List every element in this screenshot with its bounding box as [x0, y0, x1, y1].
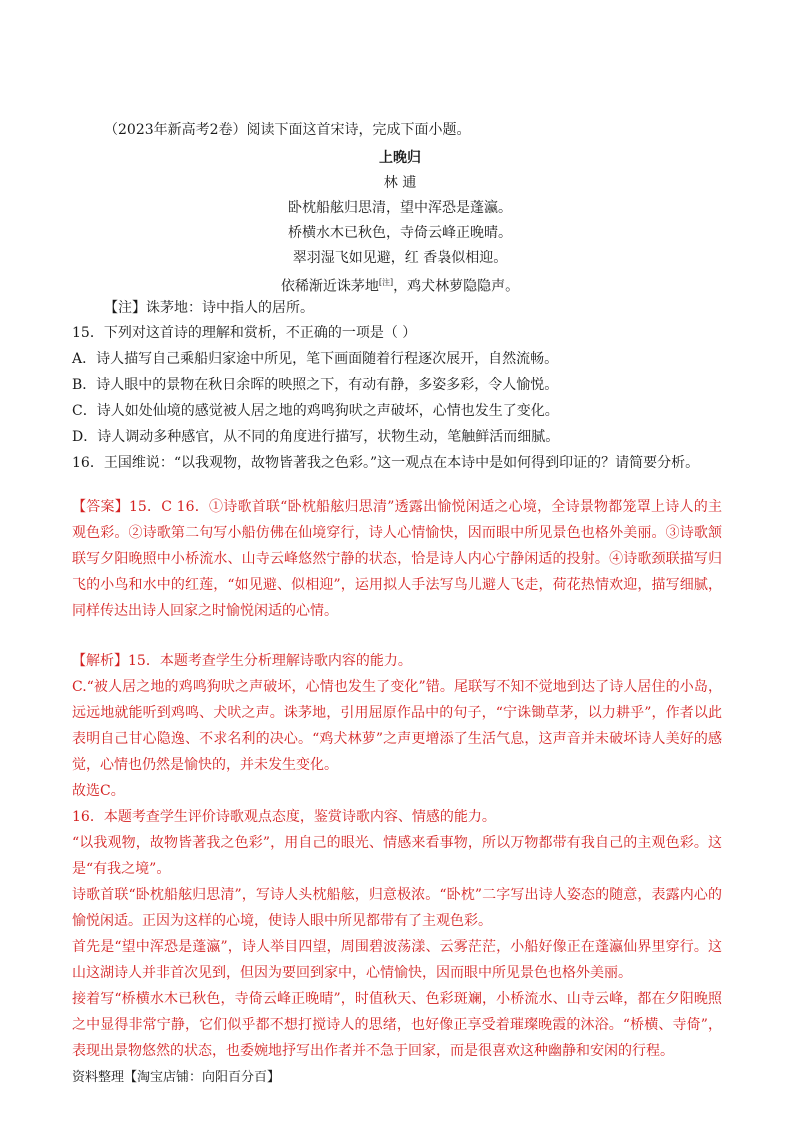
question-16: 16．王国维说：“以我观物，故物皆著我之色彩。”这一观点在本诗中是如何得到印证的？请简要分析。 [72, 455, 700, 471]
poem-note: 【注】诛茅地：诗中指人的居所。 [104, 300, 314, 316]
footer-source: 资料整理【淘宝店铺：向阳百分百】 [72, 1070, 281, 1085]
analysis-16-para-1: “以我观物，故物皆著我之色彩”，用自己的眼光、情感来看事物，所以万物都带有我自己的主观色彩。这是“有我之境”。 [72, 835, 722, 877]
option-d: D．诗人调动多种感官，从不同的角度进行描写，状物生动，笔触鲜活而细腻。 [72, 429, 560, 445]
poem-note-mark: [注] [378, 278, 394, 287]
analysis-15-body: C.“被人居之地的鸡鸣狗吠之声破坏，心情也发生了变化”错。尾联写不知不觉地到达了诗人居住的小岛，远远地就能听到鸡鸣、犬吠之声。诛茅地，引用屈原作品中的句子，“宁诛锄草茅，以力耕乎”，作者以此表明自己甘心隐逸、不求名利的决心。“鸡犬林萝”之声更增添了生活气息，这声音并未破坏诗人美好的感觉，心情也仍然是愉快的，并未发生变化。 [72, 679, 722, 773]
question-15: 15．下列对这首诗的理解和赏析，不正确的一项是（ ） [72, 325, 417, 341]
poem-author: 林 逋 [383, 175, 417, 191]
poem-line-2: 桥横水木已秋色，寺倚云峰正晚晴。 [288, 225, 512, 241]
poem-line-4-a: 依稀渐近诛茅地 [280, 278, 379, 295]
analysis-16-para-2: 诗歌首联“卧枕船舷归思清”，写诗人头枕船舷，归意极浓。“卧枕”二字写出诗人姿态的随意，表露内心的愉悦闲适。正因为这样的心境，使诗人眼中所见都带有了主观色彩。 [72, 887, 722, 929]
poem-line-4-b: ，鸡犬林萝隐隐声。 [393, 278, 520, 295]
analysis-15-choice: 故选C。 [72, 783, 125, 799]
poem-line-4 [0, 273, 800, 297]
option-a: A．诗人描写自己乘船归家途中所见，笔下画面随着行程逐次展开，自然流畅。 [72, 351, 559, 367]
analysis-header: 【解析】15．本题考查学生分析理解诗歌内容的能力。 [72, 653, 412, 669]
analysis-16-header: 16．本题考查学生评价诗歌观点态度，鉴赏诗歌内容、情感的能力。 [72, 809, 496, 825]
analysis-block [72, 648, 722, 1064]
poem-line-1: 卧枕船舷归思清，望中浑恐是蓬瀛。 [288, 200, 512, 216]
option-b: B．诗人眼中的景物在秋日余晖的映照之下，有动有静，多姿多彩，令人愉悦。 [72, 377, 559, 393]
answer-block: 【答案】15．C 16．①诗歌首联“卧枕船舷归思清”透露出愉悦闲适之心境，全诗景物都笼罩上诗人的主观色彩。②诗歌第二句写小船仿佛在仙境穿行，诗人心情愉快，因而眼中所见景色也格外美丽。③诗歌颔联写夕阳晚照中小桥流水、山寺云峰悠然宁静的状态，恰是诗人内心宁静闲适的投射。④诗歌颈联描写归飞的小鸟和水中的红莲，“如见避、似相迎”，运用拟人手法写鸟儿避人飞走，荷花热情欢迎，描写细腻，同样传达出诗人回家之时愉悦闲适的心情。 [72, 499, 722, 619]
poem-line-3: 翠羽湿飞如见避，红 香袅似相迎。 [292, 250, 508, 266]
analysis-16-para-3: 首先是“望中浑恐是蓬瀛”，诗人举目四望，周围碧波荡漾、云雾茫茫，小船好像正在蓬瀛仙界里穿行。这山这湖诗人并非首次见到，但因为要回到家中，心情愉快，因而眼中所见景色也格外美丽。 [72, 939, 722, 981]
poem-title: 上晚归 [379, 150, 421, 166]
intro-text: （2023年新高考2卷）阅读下面这首宋诗，完成下面小题。 [104, 122, 471, 138]
option-c: C．诗人如处仙境的感觉被人居之地的鸡鸣狗吠之声破坏，心情也发生了变化。 [72, 403, 559, 419]
analysis-16-para-4: 接着写“桥横水木已秋色，寺倚云峰正晚晴”，时值秋天、色彩斑斓，小桥流水、山寺云峰，都在夕阳晚照之中显得非常宁静，它们似乎都不想打搅诗人的思绪，也好像正享受着璀璨晚霞的沐浴。“桥横、寺倚”，表现出景物悠然的状态，也委婉地抒写出作者并不急于回家，而是很喜欢这种幽静和安闲的行程。 [72, 991, 722, 1059]
